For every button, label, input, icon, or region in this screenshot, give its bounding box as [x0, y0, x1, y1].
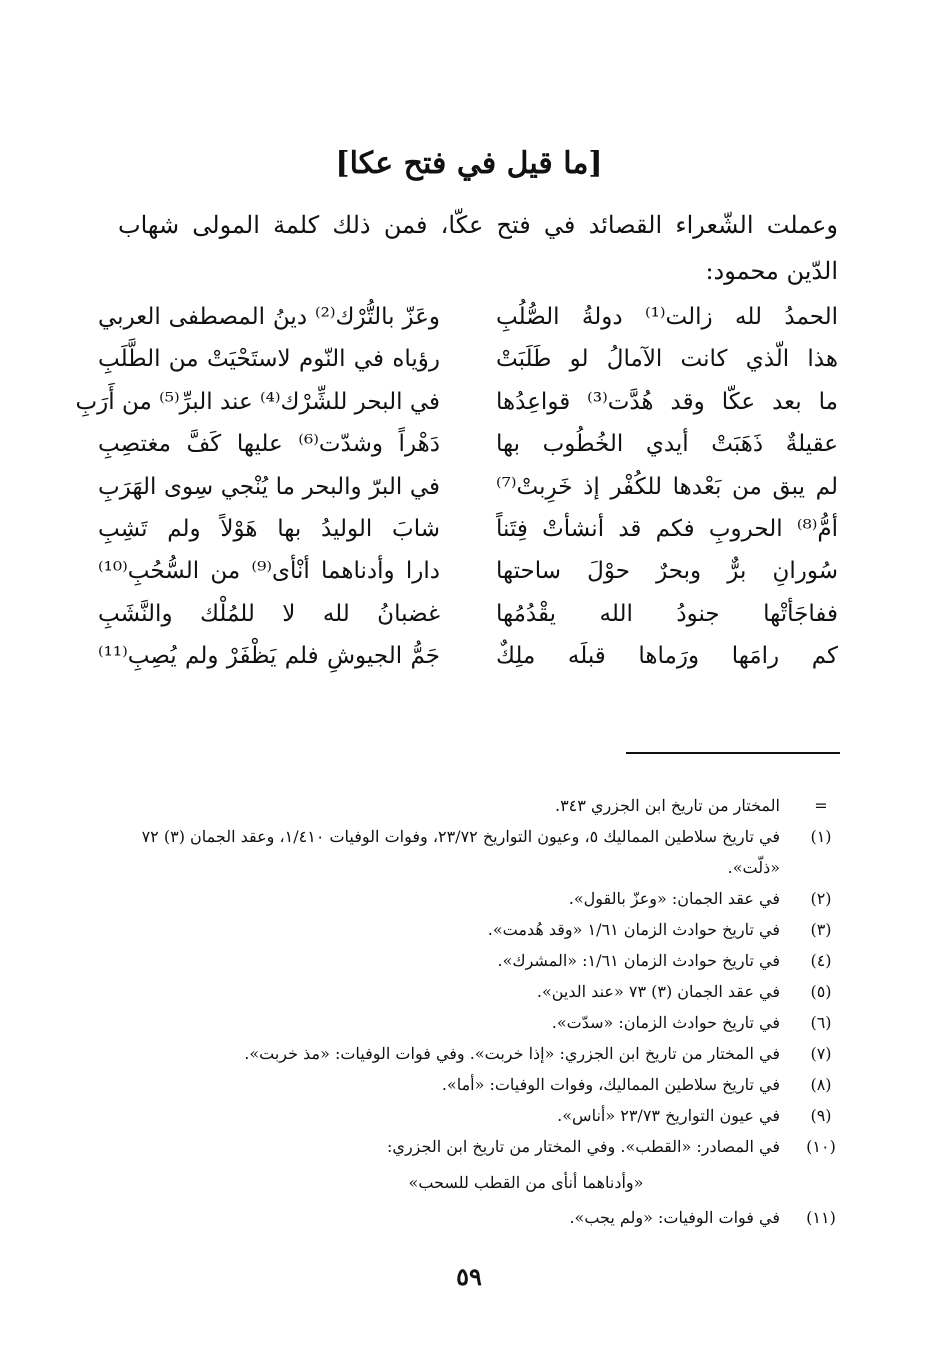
verse-row — [75, 381, 838, 423]
footnote — [86, 821, 846, 883]
poem — [75, 296, 838, 676]
footnote — [86, 914, 846, 945]
footnote-text: في تاريخ حوادث الزمان: «سدّت». — [551, 1013, 780, 1032]
footnote-quoted-verse: «وأدناهما أنأى من القطب للسحب» — [408, 1173, 644, 1192]
verse-first-hemistich: ففاجَأتْها جنودُ الله يقْدُمُها — [496, 600, 838, 627]
footnote-number: (٨) — [810, 1075, 832, 1094]
footnote — [86, 1038, 846, 1069]
verse-first-hemistich: هذا الّذي كانت الآمالُ لو طَلَبَتْ — [496, 346, 838, 373]
verse-second-hemistich: وعَزّ بالتُّرْك⁽²⁾ دينُ المصطفى العربي — [98, 304, 440, 330]
verse-row — [98, 635, 838, 677]
verse-second-hemistich: في البرّ والبحر ما يُنْجي سِوى الهَرَبِ — [98, 473, 440, 500]
verse-row — [98, 296, 838, 338]
footnote-text: المختار من تاريخ ابن الجزري ٣٤٣. — [554, 796, 780, 815]
footnote-number: (٤) — [810, 951, 832, 970]
verse-row — [98, 466, 838, 508]
verse-second-hemistich: جَمُّ الجيوشِ فلم يَظْفَرْ ولم يُصِبِ⁽¹¹⁾ — [98, 643, 440, 670]
footnote-text: في تاريخ سلاطين المماليك، وفوات الوفيات: «أما». — [441, 1075, 780, 1094]
footnote-number: (٢) — [810, 889, 832, 908]
footnote-number: (١١) — [806, 1208, 836, 1227]
footnote — [86, 1202, 846, 1233]
page-number: ٥٩ — [456, 1262, 482, 1291]
verse-second-hemistich: غضبانُ لله لا للمُلْك والنَّشَبِ — [98, 600, 440, 627]
footnote-text: في عيون التواريخ ٢٣/٧٣ «أناس». — [557, 1106, 780, 1125]
footnote-text: في تاريخ حوادث الزمان ١/٦١ «وقد هُدمت». — [487, 920, 780, 939]
verse-row — [98, 508, 838, 550]
verse-second-hemistich: شابَ الوليدُ بها هَوْلاً ولم تَشِبِ — [98, 515, 440, 542]
verse-first-hemistich: عقيلةٌ ذَهَبَتْ أيدي الخُطُوب بها — [496, 431, 838, 458]
footnote-number: = — [814, 796, 828, 815]
footnote — [86, 1069, 846, 1100]
footnote-separator — [626, 752, 840, 754]
footnote-number: (٩) — [810, 1106, 832, 1125]
footnote-text: في عقد الجمان: «وعزّ بالقول». — [568, 889, 780, 908]
footnote-number: (١) — [810, 827, 832, 846]
footnote-text: في المصادر: «القطب». وفي المختار من تاريخ ابن الجزري: — [387, 1137, 780, 1156]
footnote-number: (٦) — [810, 1013, 832, 1032]
footnote-text: في فوات الوفيات: «ولم يجب». — [569, 1208, 780, 1227]
verse-second-hemistich: دارا وأدناهما أنْأى⁽⁹⁾ من السُّحُبِ⁽¹⁰⁾ — [98, 558, 440, 585]
verse-row — [98, 593, 838, 635]
footnote-number: (٣) — [810, 920, 832, 939]
verse-first-hemistich: سُورانِ برٌّ وبحرٌ حوْلَ ساحتها — [496, 558, 838, 585]
footnote — [86, 790, 846, 821]
footnote-text: في تاريخ حوادث الزمان ١/٦١: «المشرك». — [497, 951, 780, 970]
verse-first-hemistich: كم رامَها ورَماها قبلَه ملِكٌ — [496, 643, 838, 670]
verse-second-hemistich: رؤياه في النّوم لاستَحْيَتْ من الطَّلَبِ — [98, 346, 440, 373]
footnote — [86, 883, 846, 914]
verse-row — [98, 338, 838, 380]
section-title: [ما قيل في فتح عكا] — [335, 146, 603, 181]
footnote-number: (١٠) — [806, 1137, 836, 1156]
footnote — [86, 1131, 846, 1162]
footnote — [86, 1007, 846, 1038]
footnote — [86, 945, 846, 976]
footnote-text: في المختار من تاريخ ابن الجزري: «إذا خربت». وفي فوات الوفيات: «مذ خربت». — [244, 1044, 780, 1063]
verse-second-hemistich: دَهْراً وشدّت⁽⁶⁾ عليها كَفَّ مغتصِبِ — [98, 431, 440, 458]
footnote — [86, 1100, 846, 1131]
verse-row — [98, 550, 838, 592]
footnote-number: (٧) — [810, 1044, 832, 1063]
footnote-text: في تاريخ سلاطين المماليك ٥، وعيون التواريخ ٢٣/٧٢، وفوات الوفيات ١/٤١٠، وعقد الجمان (٣) ٧٢ «ذلّت». — [141, 827, 780, 877]
verse-first-hemistich: الحمدُ لله زالت⁽¹⁾ دولةُ الصُّلُبِ — [496, 304, 838, 330]
verse-second-hemistich: في البحر للشِّرْك⁽⁴⁾ عند البرِّ⁽⁵⁾ من أَرَبِ — [75, 388, 440, 415]
intro-paragraph: وعملت الشّعراء القصائد في فتح عكّا، فمن ذلك كلمة المولى شهاب الدّين محمود: — [118, 211, 838, 285]
footnote-number: (٥) — [810, 982, 832, 1001]
footnote — [86, 976, 846, 1007]
footnotes — [86, 790, 846, 1233]
verse-first-hemistich: أمُّ⁽⁸⁾ الحروبِ فكم قد أنشأتْ فِتَناً — [496, 515, 838, 542]
footnote-text: في عقد الجمان (٣) ٧٣ «عند الدين». — [536, 982, 780, 1001]
verse-first-hemistich: لم يبق من بَعْدها للكُفْر إذ خَرِبتْ⁽⁷⁾ — [496, 473, 838, 500]
verse-first-hemistich: ما بعد عكّا وقد هُدَّت⁽³⁾ قواعِدُها — [496, 388, 838, 415]
verse-row — [98, 423, 838, 465]
